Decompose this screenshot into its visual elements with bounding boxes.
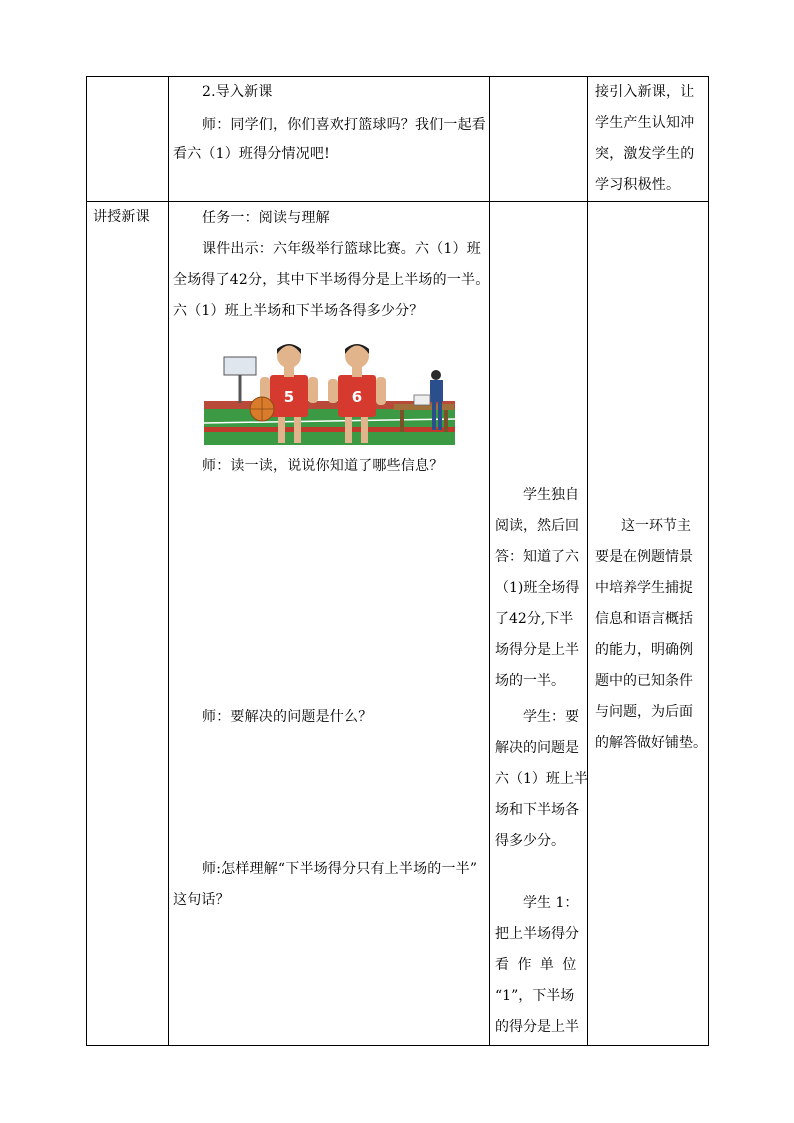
lecture-intent-line: 的能力，明确例	[595, 642, 693, 658]
lecture-intent-line: 的解答做好铺垫。	[595, 735, 707, 751]
student-answer-2-line: 解决的问题是	[495, 740, 579, 756]
lecture-stage-cell	[87, 202, 169, 1046]
intro-stage-cell	[87, 77, 169, 202]
intro-intent-line: 学生产生认知冲	[595, 115, 695, 131]
student-answer-1-line: 了42分,下半	[495, 611, 574, 627]
question-1: 师：读一读，说说你知道了哪些信息？	[202, 458, 444, 474]
player-6-number: 6	[351, 388, 363, 406]
student-answer-3-line: 看 作 单 位	[495, 957, 579, 973]
student-answer-1-line: 学生独自	[523, 487, 579, 503]
student-answer-2-line: 场和下半场各	[495, 802, 579, 818]
scoreboard-icon	[414, 395, 430, 405]
lecture-intent-line: 题中的已知条件	[595, 673, 693, 689]
intro-teacher-line: 师：同学们，你们喜欢打篮球吗？我们一起看	[202, 117, 486, 133]
basketball-illustration	[204, 339, 455, 445]
lecture-intent-line: 中培养学生捕捉	[595, 580, 693, 596]
student-answer-2-line: 学生：要	[523, 709, 579, 725]
player-6-arm	[328, 379, 338, 403]
player-5-number: 5	[283, 388, 295, 406]
scorekeeper-body	[430, 380, 443, 402]
question-3-line: 师:怎样理解“下半场得分只有上半场的一半”	[202, 861, 478, 877]
student-answer-3-line: “1”，下半场	[495, 988, 575, 1004]
student-answer-3-line: 学生 1：	[523, 895, 579, 911]
courseware-line: 课件出示：六年级举行篮球比赛。六（1）班	[202, 241, 481, 257]
task-title: 任务一：阅读与理解	[202, 210, 330, 226]
row-lecture	[87, 202, 709, 1046]
row-intro	[87, 77, 709, 202]
lecture-intent-line: 与问题，为后面	[595, 704, 693, 720]
intro-teacher-line: 看六（1）班得分情况吧!	[173, 146, 330, 162]
student-answer-1-line: （1)班全场得	[495, 580, 580, 596]
intro-intent-line: 学习积极性。	[595, 177, 681, 193]
question-2: 师：要解决的问题是什么？	[202, 709, 373, 725]
intro-teacher-cell	[169, 77, 490, 202]
lecture-intent-cell	[588, 202, 709, 1046]
student-answer-1-line: 阅读，然后回	[495, 518, 579, 534]
backboard-icon	[224, 357, 256, 375]
court-stripe	[204, 427, 455, 432]
lecture-teacher-cell	[169, 202, 490, 1046]
intro-student-cell	[490, 77, 588, 202]
student-answer-3-line: 把上半场得分	[495, 926, 579, 942]
scorekeeper-head	[431, 370, 441, 380]
intro-intent-line: 接引入新课，让	[595, 84, 695, 100]
intro-heading: 2.导入新课	[202, 84, 273, 100]
player-6-arm	[376, 377, 386, 405]
lecture-intent-line: 这一环节主	[621, 518, 691, 534]
lecture-intent-line: 信息和语言概括	[595, 611, 693, 627]
player-5-arm	[308, 377, 318, 403]
intro-intent-cell	[588, 77, 709, 202]
lecture-intent-line: 要是在例题情景	[595, 549, 693, 565]
lecture-stage-label: 讲授新课	[93, 209, 150, 225]
courseware-line: 全场得了42分，其中下半场得分是上半场的一半。	[173, 272, 490, 288]
student-answer-1-line: 场的一半。	[495, 673, 565, 689]
lecture-student-cell	[490, 202, 588, 1046]
scorekeeper-leg	[438, 402, 442, 430]
student-answer-2-line: 六（1）班上半	[495, 771, 588, 787]
table-leg	[400, 410, 404, 432]
table-leg	[444, 410, 448, 432]
student-answer-3-line: 的得分是上半	[495, 1019, 579, 1035]
student-answer-1-line: 场得分是上半	[495, 642, 579, 658]
student-answer-1-line: 答：知道了六	[495, 549, 579, 565]
intro-intent-line: 突，激发学生的	[595, 146, 695, 162]
question-3-line: 这句话？	[173, 892, 230, 908]
scorekeeper-leg	[432, 402, 436, 430]
lesson-plan-table	[86, 76, 709, 1046]
student-answer-2-line: 得多少分。	[495, 833, 565, 849]
courseware-line: 六（1）班上半场和下半场各得多少分？	[173, 303, 424, 319]
